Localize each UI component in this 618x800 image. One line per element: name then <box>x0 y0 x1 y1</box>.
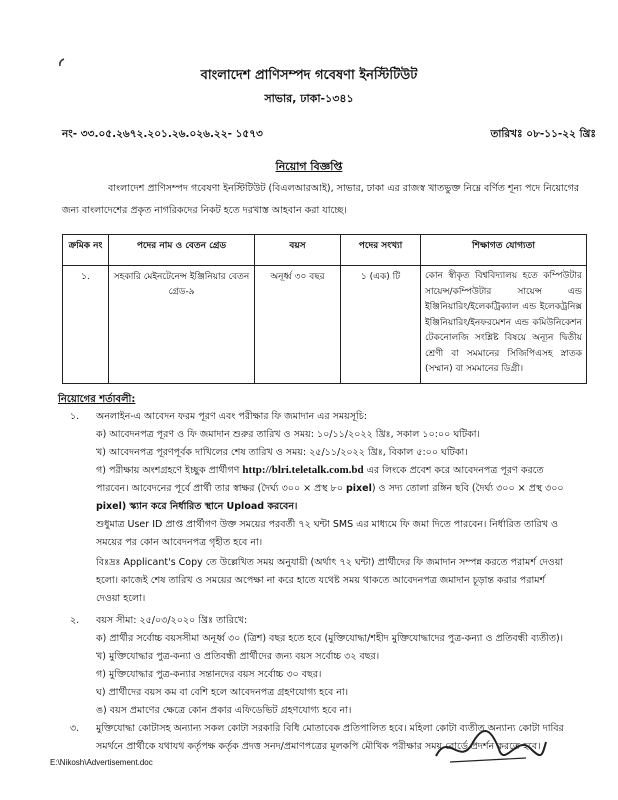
term-line: গ) মুক্তিযোদ্ধার পুত্র-কন্যার সন্তানদের বয়স সর্বোচ্চ ৩০ বছর। <box>96 669 322 680</box>
pixel-word: pixel <box>345 483 372 494</box>
memo-date: তারিখঃ ০৮-১১-২২ খ্রিঃ <box>490 128 596 140</box>
term-text: ) ও সদ্য তোলা রঙ্গিন ছবি (দৈর্ঘ্য ৩০০ × প্রস্থ ৩০০ <box>371 483 564 494</box>
term-line: ক) প্রার্থীর সর্বোচ্চ বয়সসীমা অনূর্ধ্ব ৩০ (ত্রিশ) বছর হতে হবে (মুক্তিযোদ্ধা/শহীদ মুক্তিযোদ্ধাদের পুত্র-কন্যা ও প্রতিবন্ধী ব্যতীত)। <box>96 633 564 644</box>
term-line: দেওয়া হলো। <box>96 593 146 604</box>
term-line: ঘ) প্রার্থীদের বয়স কম বা বেশি হলে আবেদনপত্র গ্রহণযোগ্য হবে না। <box>96 687 349 698</box>
col-header-count: পদের সংখ্যা <box>341 235 421 266</box>
term-number: ৩. <box>70 723 80 734</box>
signature-scribble <box>430 722 550 770</box>
memo-reference: নং- ৩৩.০৫.২৬৭২.২০১.২৬.০২৬.২২- ১৫৭৩ <box>62 128 263 140</box>
term-text: পারবেন। আবেদনের পূর্বে প্রার্থী তার স্বাক্ষর (দৈর্ঘ্য ৩০০ × প্রস্থ ৮০ <box>96 483 343 494</box>
term-line-link <box>96 464 580 479</box>
institute-address: সাভার, ঢাকা-১৩৪১ <box>264 92 354 105</box>
term-line-pixel <box>96 482 580 497</box>
term-line: মুক্তিযোদ্ধা কোটাসহ অন্যান্য সকল কোটা সরকারি বিধি মোতাবেক প্রতিপালিত হবে। মহিলা কোটা ব্যতীত অন্যান্য কোটা দাবির <box>96 723 564 734</box>
term-number: ২. <box>70 615 80 626</box>
term-line: শুধুমাত্র User ID প্রাপ্ত প্রার্থীগণ উক্ত সময়ের পরবর্তী ৭২ ঘন্টা SMS এর মাধ্যমে ফি জমা দিতে পারবেন। নির্ধারিত তারিখ ও <box>96 519 559 530</box>
notice-title: নিয়োগ বিজ্ঞপ্তি <box>275 160 343 173</box>
term-line: বয়স সীমা: ২৫/০৩/২০২০ খ্রিঃ তারিখে: <box>96 615 248 626</box>
term-number: ১. <box>70 411 80 422</box>
term-line: বিঃদ্রঃ Applicant's Copy তে উল্লেখিত সময় অনুযায়ী (অর্থাৎ ৭২ ঘন্টা) প্রার্থীদের ফি জমাদান সম্পন্ন করতে পরামর্শ দেওয়া <box>96 557 564 568</box>
term-text: গ) পরীক্ষায় অংশগ্রহণে ইচ্ছুক প্রার্থীগণ <box>96 465 240 476</box>
col-header-serial: ক্রমিক নং <box>63 235 109 266</box>
col-header-age: বয়স <box>255 235 341 266</box>
table-header-row <box>63 235 587 266</box>
col-header-qualification: শিক্ষাগত যোগ্যতা <box>421 235 587 266</box>
term-line: ক) আবেদনপত্র পূরণ ও ফি জমাদান শুরুর তারিখ ও সময়: ১০/১১/২০২২ খ্রিঃ, সকাল ১০:০০ ঘটিকা। <box>96 429 480 440</box>
term-line: হলো। কাজেই শেষ তারিখ ও সময়ের অপেক্ষা না করে হাতে যথেষ্ট সময় থাকতে আবেদনপত্র জমাদান চূড়ান্ত করার পরামর্শ <box>96 575 546 586</box>
term-line: ঙ) বয়স প্রমাণের ক্ষেত্রে কোন প্রকার এফিডেভিট গ্রহণযোগ্য হবে না। <box>96 705 352 716</box>
term-text: এর লিংকে প্রবেশ করে আবেদনপত্র পূরণ করতে <box>366 465 544 476</box>
cell-age: অনূর্ধ্ব ৩০ বছর <box>255 266 341 384</box>
cell-post: সহকারি মেইনটেনেন্স ইঞ্জিনিয়ার বেতন গ্রেড-৯ <box>109 266 255 384</box>
term-line: সমর্থনে প্রার্থীকে যথাযথ কর্তৃপক্ষ কর্তৃক প্রদত্ত সনদ/প্রমাণপত্রের মূলকপি মৌখিক পরীক্ষার সময় বোর্ডে প্রদর্শন করতে হবে। <box>96 741 541 752</box>
term-line: খ) মুক্তিযোদ্ধার পুত্র-কন্যা ও প্রতিবন্ধী প্রার্থীদের জন্য বয়স সর্বোচ্চ ৩২ বছর। <box>96 651 380 662</box>
term-line: সময়ের পর কোন আবেদনপত্র গৃহীত হবে না। <box>96 537 263 548</box>
terms-heading: নিয়োগের শর্তাবলী: <box>58 394 136 405</box>
term-line: খ) আবেদনপত্র পূরণপূর্বক দাখিলের শেষ তারিখ ও সময়: ২৫/১১/২০২২ খ্রিঃ, বিকাল ৫:০০ ঘটিকা। <box>96 447 468 458</box>
col-header-post: পদের নাম ও বেতন গ্রেড <box>109 235 255 266</box>
teletalk-link[interactable]: http://blri.teletalk.com.bd <box>242 464 364 476</box>
intro-paragraph: বাংলাদেশ প্রাণিসম্পদ গবেষণা ইনস্টিটিউট (বিএলআরআই), সাভার, ঢাকা এর রাজস্ব খাতভুক্ত নিম্নে বর্ণিত শূন্য পদে নিয়োগের জন্য বাংলাদেশের প্রকৃত নাগরিকদের নিকট হতে দরখাস্ত আহবান করা যাচ্ছে। <box>62 183 580 216</box>
cell-serial: ১. <box>63 266 109 384</box>
vacancy-table <box>62 234 587 384</box>
institute-title: বাংলাদেশ প্রাণিসম্পদ গবেষণা ইনস্টিটিউট <box>200 68 418 83</box>
term-line: pixel) স্ক্যান করে নির্ধারিত স্থানে Upload করবেন। <box>96 501 298 512</box>
term-line: অনলাইন-এ আবেদন ফরম পূরণ এবং পরীক্ষার ফি জমাদান এর সময়সূচি: <box>96 411 368 422</box>
cell-qualification: কোন স্বীকৃত বিশ্ববিদ্যালয় হতে কম্পিউটার সায়েন্স/কম্পিউটার সায়েন্স এন্ড ইঞ্জিনিয়ারিং/ইলেকট্রিক্যাল এন্ড ইলেকট্রনিক্স ইঞ্জিনিয়ারিং/ইনফরমেশন এন্ড কমিউনিকেশন টেকনোলজি সংশ্লিষ্ট বিষয়ে অন্যূন দ্বিতীয় শ্রেণী বা সমমানের সিজিপিএসহ স্নাতক (সম্মান) বা সমমানের ডিগ্রী। <box>421 266 587 384</box>
cell-count: ১ (এক) টি <box>341 266 421 384</box>
table-row <box>63 266 587 384</box>
footer-file-path: E:\Nikosh\Advertisement.doc <box>50 758 153 767</box>
